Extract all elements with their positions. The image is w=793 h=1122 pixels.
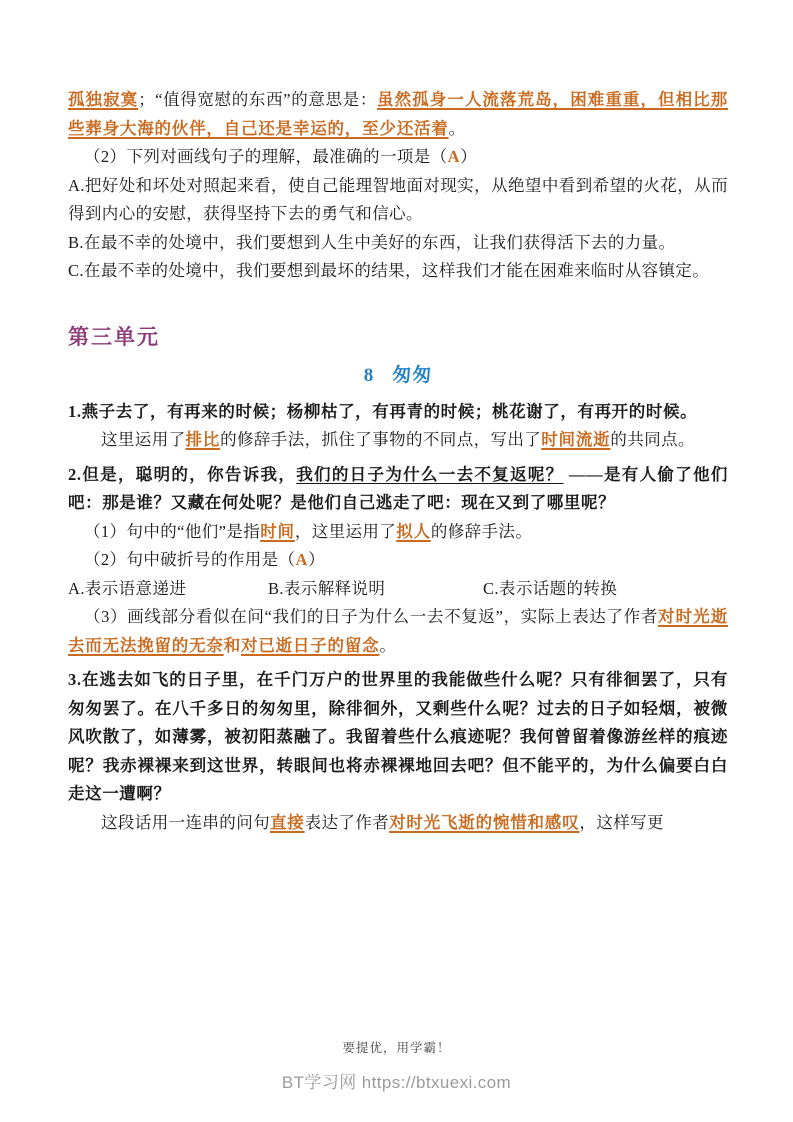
prev-question-answer-line [68, 86, 728, 143]
q2-prompt-text: （2）下列对画线句子的理解，最准确的一项是（ [84, 147, 448, 166]
question-2-sub1 [68, 518, 728, 547]
q2-sub3-mid: 和 [223, 635, 242, 655]
q1-answer-period: 。 [448, 118, 466, 138]
question-2-options-row [68, 575, 728, 604]
q2-sub3-lead: （3）画线部分看似在问“我们的日子为什么一去不复返”，实际上表达了作者 [84, 607, 659, 626]
question-1-number: 1. [68, 401, 82, 421]
q1-lead-text: ；“值得宽慰的东西”的意思是： [138, 90, 378, 109]
q2-option-c: C.表示话题的转换 [483, 578, 618, 598]
question-3-number: 3. [68, 670, 82, 689]
option-c: C.在最不幸的处境中，我们要想到最坏的结果，这样我们才能在困难来临时从容镇定。 [68, 261, 710, 280]
q2-prompt-close: ） [460, 147, 478, 166]
q2-prompt-line [68, 143, 728, 172]
question-2-text-part1: 但是，聪明的，你告诉我， [81, 464, 297, 484]
q1-answer-tail: 的共同点。 [610, 430, 695, 449]
answer-lonely-text: 孤独寂寞 [68, 90, 139, 109]
question-1-answer-line [68, 426, 728, 455]
question-2-sub3 [68, 603, 728, 660]
q1-answer-2: 时间流逝 [541, 430, 611, 449]
question-3-passage [68, 666, 728, 809]
question-2-underlined-text: 我们的日子为什么一去不复返呢？ [296, 464, 564, 484]
q2-sub1-mid: ，这里运用了 [294, 521, 397, 541]
q2-sub1-lead: （1）句中的“他们”是指 [84, 521, 261, 541]
q1-answer-mid: 的修辞手法，抓住了事物的不同点，写出了 [220, 430, 542, 449]
lesson-number: 8 [363, 364, 375, 386]
lesson-name: 匆匆 [392, 364, 433, 386]
q3-answer-lead: 这段话用一连串的问句 [101, 812, 270, 832]
question-2-number: 2. [68, 464, 82, 484]
footer-site-watermark: BT学习网 https://btxuexi.com [281, 1073, 512, 1092]
q2-sub1-answer-1: 时间 [260, 521, 295, 541]
question-2-sub2 [68, 546, 728, 575]
q2-sub1-tail: 的修辞手法。 [430, 521, 533, 541]
q2-sub2-close: ） [308, 550, 326, 569]
footer-slogan: 要提优，用学霸！ [342, 1041, 451, 1055]
option-b: B.在最不幸的处境中，我们要想到人生中美好的东西，让我们获得活下去的力量。 [68, 232, 676, 252]
lesson-title [68, 360, 728, 392]
q3-answer-2: 对时光飞逝的惋惜和感叹 [389, 812, 580, 832]
q3-answer-mid: 表达了作者 [304, 812, 390, 832]
q1-answer-lead: 这里运用了 [101, 430, 186, 449]
q2-answer-letter: A [447, 147, 461, 166]
question-3-answer-line [68, 809, 728, 838]
page-content [68, 86, 728, 837]
q2-sub2-lead: （2）句中破折号的作用是（ [84, 550, 296, 569]
question-2-text-part2: ——是有人偷了他们吧：那是谁？又藏在何处呢？是他们自己逃走了吧：现在又到了哪里呢？ [68, 464, 729, 512]
q2-sub3-answer-1: 对时光逝去而无法挽留的无奈 [68, 607, 728, 655]
question-3-text: 在逃去如飞的日子里，在千门万户的世界里的我能做些什么呢？只有徘徊罢了，只有匆匆罢了。在八千多日的匆匆里，除徘徊外，又剩些什么呢？过去的日子如轻烟，被微风吹散了，如薄雾，被初阳蒸融了。我留着些什么痕迹呢？我何曾留着像游丝样的痕迹呢？我赤裸裸来到这世界，转眼间也将赤裸裸地回去吧？但不能平的，为什么偏要白白走这一遭啊？ [68, 670, 728, 803]
q2-option-a: A.表示语意递进 [68, 578, 187, 598]
q2-sub1-answer-2: 拟人 [396, 521, 431, 541]
q2-option-b: B.表示解释说明 [268, 578, 386, 598]
q1-answer-text: 虽然孤身一人流落荒岛，困难重重，但相比那些葬身大海的伙伴，自己还是幸运的，至少还活着 [68, 90, 728, 138]
q2-sub2-answer-letter: A [295, 550, 309, 569]
unit-heading: 第三单元 [68, 324, 160, 349]
q3-answer-1: 直接 [270, 812, 305, 832]
q2-sub3-tail: 。 [379, 635, 397, 655]
q2-sub3-answer-2: 对已逝日子的留念 [241, 635, 380, 655]
section-gap [68, 286, 728, 320]
q3-answer-tail: ，这样写更 [579, 812, 664, 832]
q1-answer-1: 排比 [185, 430, 221, 449]
question-1-text: 燕子去了，有再来的时候；杨柳枯了，有再青的时候；桃花谢了，有再开的时候。 [81, 401, 698, 421]
question-1-passage [68, 398, 728, 427]
question-2-passage [68, 461, 728, 518]
option-a: A.把好处和坏处对照起来看，使自己能理智地面对现实，从绝望中看到希望的火花，从而得到内心的安慰，获得坚持下去的勇气和信心。 [68, 175, 728, 223]
